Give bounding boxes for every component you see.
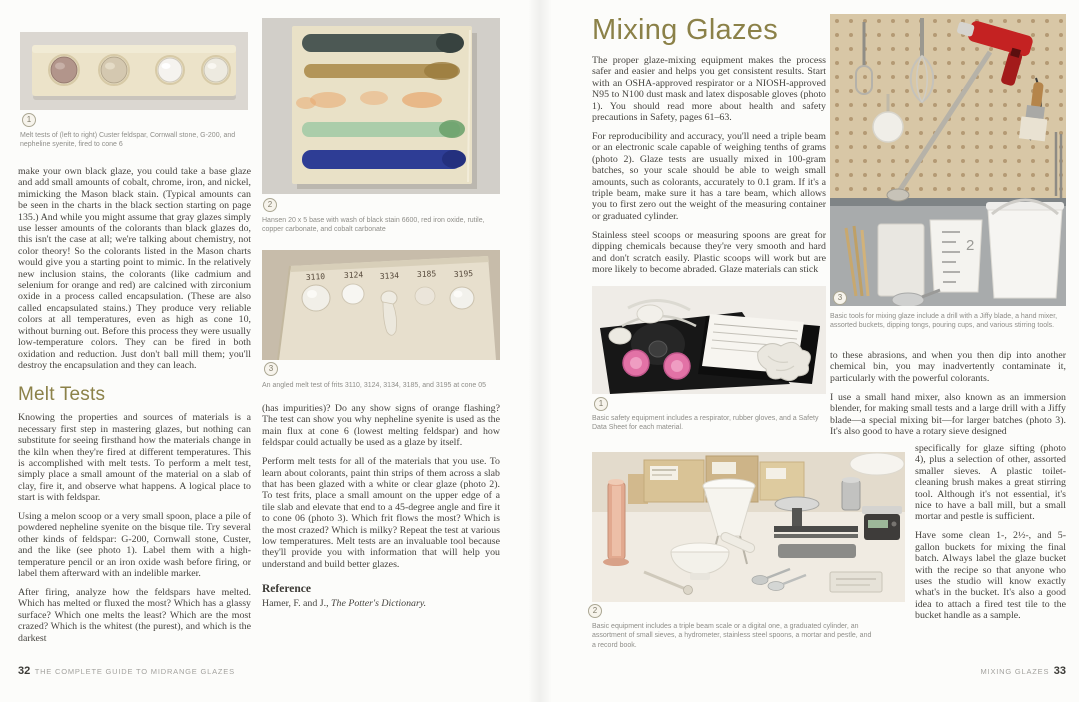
right-page-footer	[981, 661, 1066, 679]
body-paragraph: Perform melt tests for all of the materials that you use. To learn about colorants, paint thin strips of them across a slab that has been glazed with a white or clear glaze (photo 2). To test frits, place a small amount on the upper edge of a tile slab and elevate that end to a 45-degree angle and fire it to cone 06 (photo 3). Which frit flows the most? Which is the most crazed? Which is milky? Repeat the test at various low temperatures. Melt tests are an invaluable tool because they'll provide you with information that will help you understand and build better glazes.	[262, 456, 500, 570]
body-paragraph: to these abrasions, and when you then dip into another chemical bin, you may inadvertently contaminate it, particularly with the powerful colorants.	[830, 350, 1066, 384]
section-heading-melt-tests: Melt Tests	[18, 384, 106, 406]
right-page-column-2-wrapped	[915, 443, 1066, 629]
figure-number-badge: 1	[22, 113, 36, 127]
weight-cylinder-illustration	[842, 477, 860, 510]
photo-basic-equipment	[592, 452, 905, 602]
frit-label: 3195	[453, 269, 474, 279]
frit-test-slab-illustration	[278, 256, 496, 360]
photo-caption: Basic tools for mixing glaze include a drill with a Jiffy blade, a hand mixer, assorted buckets, dipping tongs, pouring cups, and various stirring tools.	[830, 313, 1058, 330]
figure-number-badge: 2	[588, 604, 602, 618]
reference-entry	[262, 598, 500, 609]
body-paragraph: Stainless steel scoops or measuring spoons are great for dipping chemicals because they're very smooth and hard and don't scratch easily. Plastic scoops will work but are more likely to become abraded. Glaze materials can stick	[592, 229, 826, 275]
body-paragraph: (has impurities)? Do any show signs of orange flashing? The test can show you why nepheline syenite is used as the main flux at cone 6 (lowest melting feldspar) and how feldspar could actually be used as a glaze by itself.	[262, 403, 500, 449]
body-paragraph: Using a melon scoop or a very small spoon, place a pile of powdered nepheline syenite on the bisque tile. Try several other kinds of feldspar: G-200, Cornwall stone, Custer, and the like (see photo 1). Label them with a high-temperature pencil or an iron oxide wash before firing, or label them afterward with an indelible marker.	[18, 511, 251, 580]
white-bowl-illustration	[850, 453, 904, 475]
footer-title: THE COMPLETE GUIDE TO MIDRANGE GLAZES	[34, 667, 235, 676]
left-page-column-2	[262, 403, 500, 610]
frit-label: 3134	[379, 271, 400, 281]
figure-number-badge: 3	[264, 362, 278, 376]
photo-melt-tests	[20, 32, 248, 110]
footer-title: MIXING GLAZES	[980, 667, 1050, 676]
stain-tile-illustration	[292, 26, 477, 189]
photo-caption: Basic equipment includes a triple beam scale or a digital one, a graduated cylinder, an assortment of small sieves, a hydrometer, stainless steel spoons, a mortar and pestle, and a record book.	[592, 623, 872, 649]
figure-number-badge: 2	[263, 198, 277, 212]
body-paragraph: For reproducibility and accuracy, you'll need a triple beam or an electronic scale capable of weighing tenths of grams (photo 2). Glaze tests are usually mixed in 100-gram batches, so your scale should be able to weigh small amounts, such as colorants, accurately to 0.1 gram. If it's a triple beam, make sure it has a tare beam, which allows you to first zero out the weight of the measuring container or graduated cylinder.	[592, 130, 826, 222]
record-book-illustration	[830, 572, 882, 592]
body-paragraph: specifically for glaze sifting (photo 4), plus a selection of other, assorted smaller sieves. A plastic toilet-cleaning brush makes a great stirring tool. Although it's not essential, it's nice to have a ball mill, but a small mortar and pestle is sufficient.	[915, 443, 1066, 523]
frit-label: 3110	[305, 272, 326, 282]
photo-caption: Hansen 20 x 5 base with wash of black stain 6600, red iron oxide, rutile, copper carbonate, and cobalt carbonate	[262, 217, 485, 234]
page-number: 33	[1053, 665, 1066, 677]
photo-caption: Basic safety equipment includes a respirator, rubber gloves, and a Safety Data Sheet for each material.	[592, 415, 819, 432]
page-number: 32	[18, 665, 31, 677]
body-paragraph: Have some clean 1-, 2½-, and 5-gallon buckets for mixing the final batch. Always label the glaze bucket with the recipe so that anyone who uses the studio will know exactly what's in the bucket. It's also a good idea to attach a fired test tile to the bucket handle as a sample.	[915, 530, 1066, 622]
reference-authors: Hamer, F. and J.,	[262, 598, 332, 610]
body-paragraph: I use a small hand mixer, also known as an immersion blender, for making small tests and a large drill with a Jiffy blade—a special mixing bit—for larger batches (photo 3). It's also good to have a rotary sieve designed	[830, 391, 1066, 437]
measuring-cup-illustration	[930, 220, 982, 292]
reference-heading: Reference	[262, 583, 311, 596]
photo-frit-melt-test	[262, 250, 500, 360]
photo-caption: An angled melt test of frits 3110, 3124, 3134, 3185, and 3195 at cone 05	[262, 382, 487, 389]
melt-test-slab-illustration	[32, 45, 236, 96]
body-paragraph: The proper glaze-mixing equipment makes the process safer and easier and helps you get consistent results. Start with an OSHA-approved respirator or a NIOSH-approved N95 to N100 dust mask and latex disposable gloves (photo 1). You should read more about health and safety precautions in Safety, pages 61–63.	[592, 55, 826, 124]
photo-mixing-tools	[830, 14, 1066, 306]
body-paragraph: After firing, analyze how the feldspars have melted. Which has melted or fluxed the most? Which has a glassy surface? Which one melts the least? Which are the most crazed? Which is the whitest (the purest), and which is the darkest	[18, 587, 251, 644]
digital-scale-illustration	[862, 506, 902, 540]
figure-number-badge: 3	[833, 291, 847, 305]
page-heading-mixing-glazes: Mixing Glazes	[592, 14, 779, 46]
left-page-column-1	[18, 166, 251, 652]
reference-title: The Potter's Dictionary.	[331, 598, 427, 610]
right-page-column-2	[830, 350, 1066, 445]
left-page-footer	[18, 661, 235, 679]
page-gutter	[528, 0, 552, 702]
photo-safety-equipment	[592, 286, 826, 394]
jiffy-blade-illustration	[887, 189, 909, 201]
body-paragraph: make your own black glaze, you could take a base glaze and add small amounts of cobalt, chrome, iron, and nickel, mimicking the Mason black stain. (Typical amounts can be seen in the charts in the black section starting on page 135.) And while you might assume that gray glazes simply use lesser amounts of the colorants than black glazes do, this isn't the case at all; we're talking about chemistry, not color theory! So the colorants listed in the Mason charts would give you a starting point to mimic. In the relatively new inclusion stains, the colorants (like cadmium and selenium for orange and red) are calcined with zirconium oxide in a process called encapsulation. (These are also called encapsulated stains.) They produce very reliable colors at all temperatures, even as high as cone 10, without burning out. Before this process they were usually low-temperature colors. They can be fired in both oxidation and reduction. Just don't ball mill them; you'll destroy the encapsulation and they can leach.	[18, 166, 251, 371]
body-paragraph: Knowing the properties and sources of materials is a necessary first step in mastering glazes, but nothing can substitute for seeing firsthand how the materials change in the kiln when they're fired at different temperatures. This is accomplished with melt tests. To perform a melt test, simply place a small amount of the material on a slab of clay, fire it, and observe what happens. A logical place to start is with feldspar.	[18, 412, 251, 504]
frit-label: 3185	[416, 269, 437, 279]
photo-caption: Melt tests of (left to right) Custer feldspar, Cornwall stone, G-200, and nepheline syenite, fired to cone 6	[20, 132, 236, 149]
svg-text:2: 2	[966, 237, 975, 254]
figure-number-badge: 1	[594, 397, 608, 411]
photo-stain-tile	[262, 18, 500, 194]
right-page-column-1	[592, 14, 826, 283]
frit-label: 3124	[343, 270, 364, 280]
